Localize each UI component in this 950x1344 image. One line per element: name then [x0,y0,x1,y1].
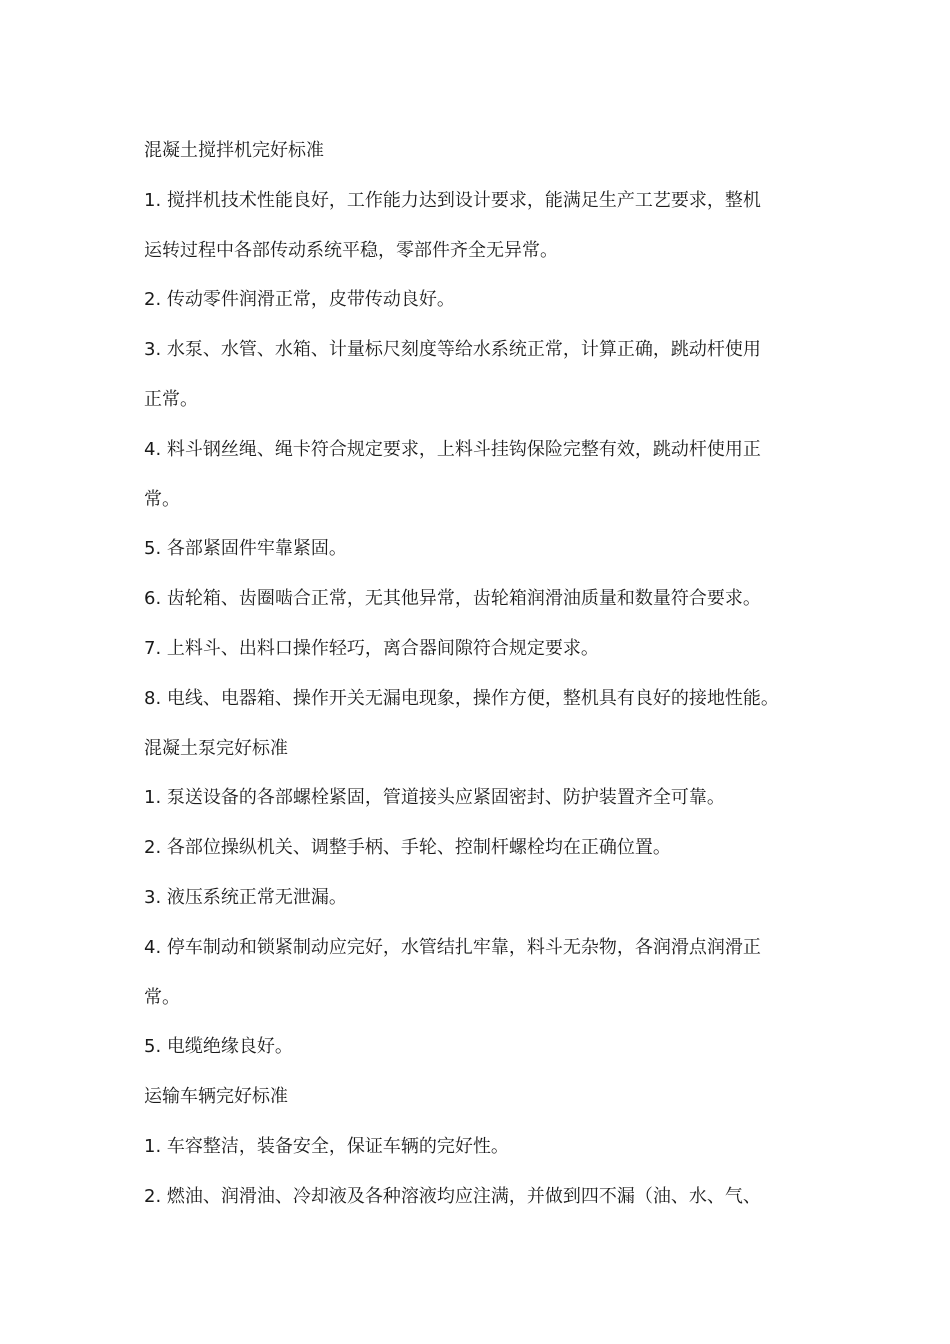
text-line: 1. 泵送设备的各部螺栓紧固，管道接头应紧固密封、防护装置齐全可靠。 [144,787,725,809]
section-title-vehicle: 运输车辆完好标准 [144,1086,288,1108]
text-line: 1. 车容整洁，装备安全，保证车辆的完好性。 [144,1135,509,1157]
text-line: 1. 搅拌机技术性能良好，工作能力达到设计要求，能满足生产工艺要求，整机 [144,189,761,211]
text-line: 常。 [144,986,180,1008]
text-line: 正常。 [144,388,198,410]
text-line: 8. 电线、电器箱、操作开关无漏电现象，操作方便，整机具有良好的接地性能。 [144,687,779,709]
text-line: 4. 停车制动和锁紧制动应完好，水管结扎牢靠，料斗无杂物，各润滑点润滑正 [144,936,761,958]
text-line: 3. 水泵、水管、水箱、计量标尺刻度等给水系统正常，计算正确，跳动杆使用 [144,339,761,361]
text-line: 6. 齿轮箱、齿圈啮合正常，无其他异常，齿轮箱润滑油质量和数量符合要求。 [144,588,761,610]
text-line: 4. 料斗钢丝绳、绳卡符合规定要求，上料斗挂钩保险完整有效，跳动杆使用正 [144,438,761,460]
section-title-mixer: 混凝土搅拌机完好标准 [144,140,324,161]
text-line: 2. 燃油、润滑油、冷却液及各种溶液均应注满，并做到四不漏（油、水、气、 [144,1185,761,1207]
section-title-pump: 混凝土泵完好标准 [144,737,288,759]
text-line: 3. 液压系统正常无泄漏。 [144,886,347,908]
text-line: 2. 传动零件润滑正常，皮带传动良好。 [144,289,455,311]
text-line: 5. 电缆绝缘良好。 [144,1036,293,1058]
text-line: 5. 各部紧固件牢靠紧固。 [144,538,347,560]
text-line: 运转过程中各部传动系统平稳，零部件齐全无异常。 [144,239,558,261]
text-line: 2. 各部位操纵机关、调整手柄、手轮、控制杆螺栓均在正确位置。 [144,837,671,859]
text-line: 常。 [144,488,180,510]
text-line: 7. 上料斗、出料口操作轻巧，离合器间隙符合规定要求。 [144,637,599,659]
document-body [144,126,819,1222]
